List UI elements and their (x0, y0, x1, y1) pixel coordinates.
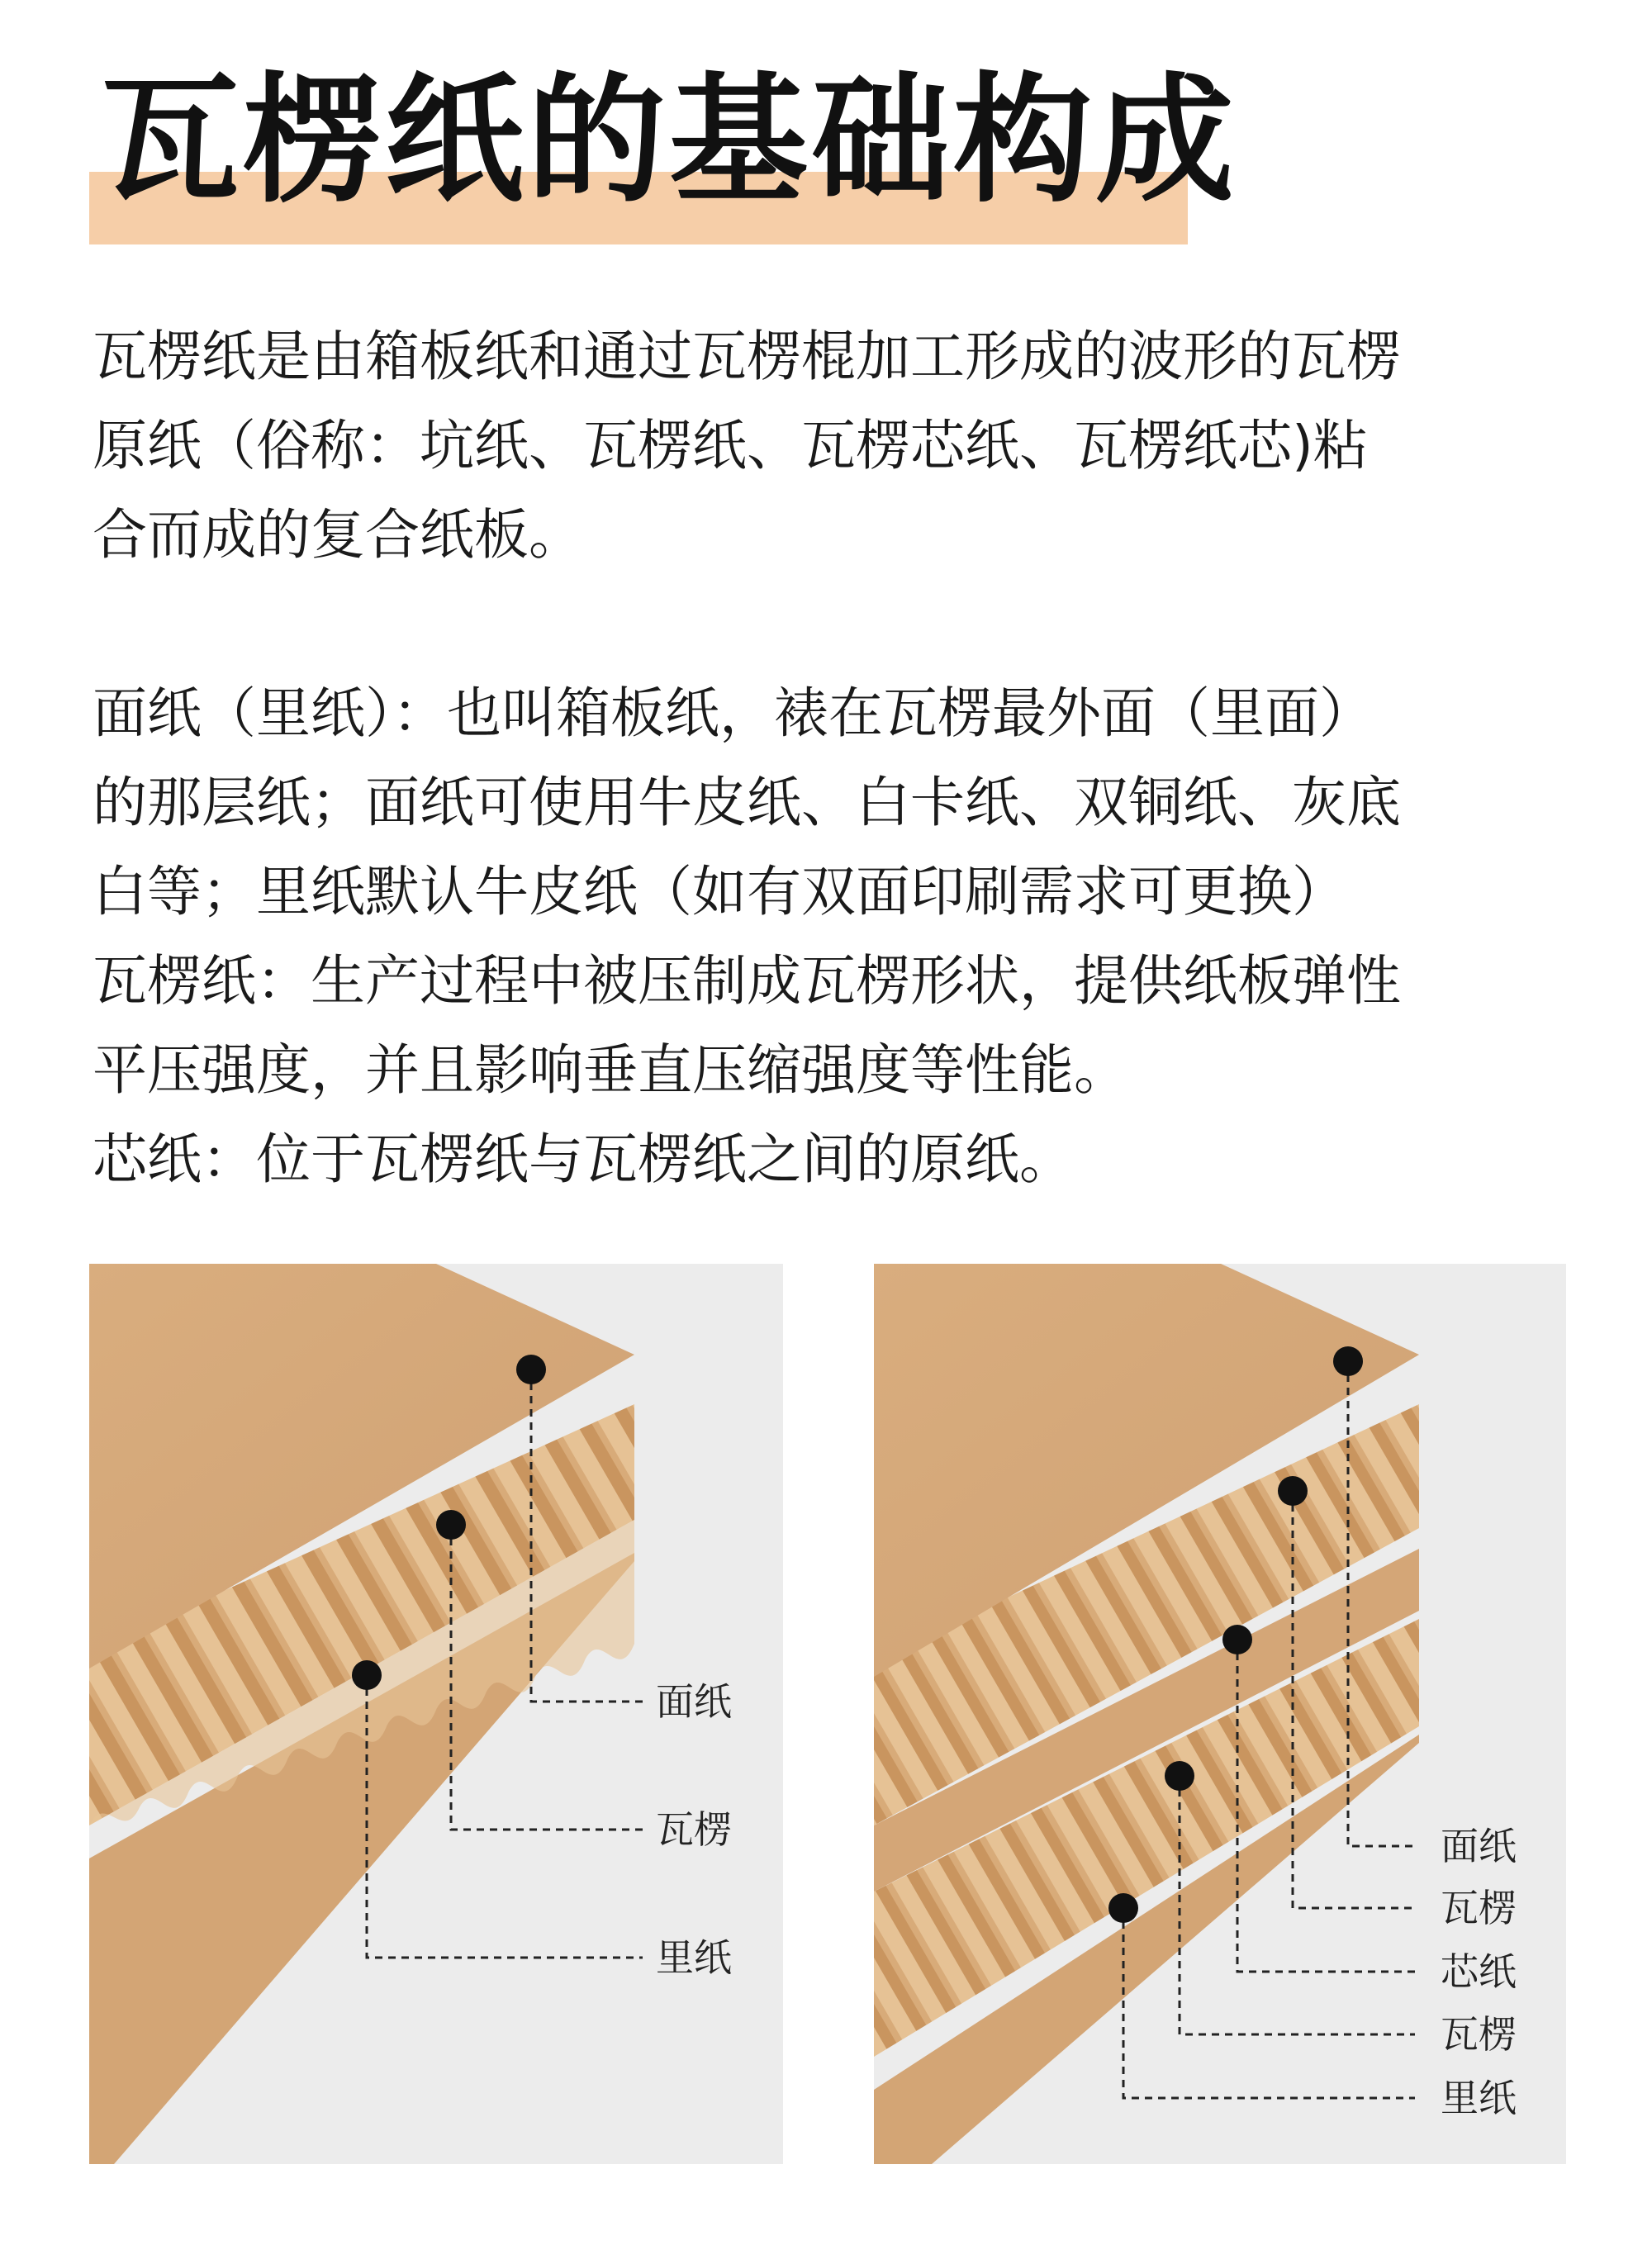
intro-line: 原纸（俗称：坑纸、瓦楞纸、瓦楞芯纸、瓦楞纸芯)粘 (93, 414, 1368, 477)
definitions-paragraph (93, 669, 1571, 1204)
definition-line: 的那层纸；面纸可使用牛皮纸、白卡纸、双铜纸、灰底 (93, 771, 1401, 834)
definition-line: 平压强度，并且影响垂直压缩强度等性能。 (93, 1038, 1128, 1102)
label-medium: 芯纸 (1441, 1949, 1517, 1994)
label-flute-lower: 瓦楞 (1441, 2012, 1517, 2057)
definition-line: 面纸（里纸）：也叫箱板纸，裱在瓦楞最外面（里面） (93, 681, 1374, 745)
label-back-liner: 里纸 (656, 1935, 732, 1980)
label-flute: 瓦楞 (656, 1807, 732, 1852)
definition-line: 瓦楞纸：生产过程中被压制成瓦楞形状，提供纸板弹性 (93, 949, 1401, 1013)
label-back-liner: 里纸 (1441, 2076, 1517, 2120)
label-flute-upper: 瓦楞 (1441, 1886, 1517, 1930)
label-face-liner: 面纸 (656, 1679, 732, 1724)
label-face-liner: 面纸 (1441, 1824, 1517, 1868)
page-title: 瓦楞纸的基础构成 (101, 59, 1237, 221)
five-layer-diagram (874, 1264, 1566, 2164)
title-block (89, 33, 1237, 248)
three-layer-diagram (89, 1264, 783, 2164)
definition-line: 白等；里纸默认牛皮纸（如有双面印刷需求可更换） (93, 860, 1346, 923)
intro-line: 合而成的复合纸板。 (93, 503, 583, 567)
intro-paragraph (93, 312, 1571, 580)
definition-line: 芯纸：位于瓦楞纸与瓦楞纸之间的原纸。 (93, 1127, 1074, 1191)
intro-line: 瓦楞纸是由箱板纸和通过瓦楞棍加工形成的波形的瓦楞 (93, 325, 1401, 388)
